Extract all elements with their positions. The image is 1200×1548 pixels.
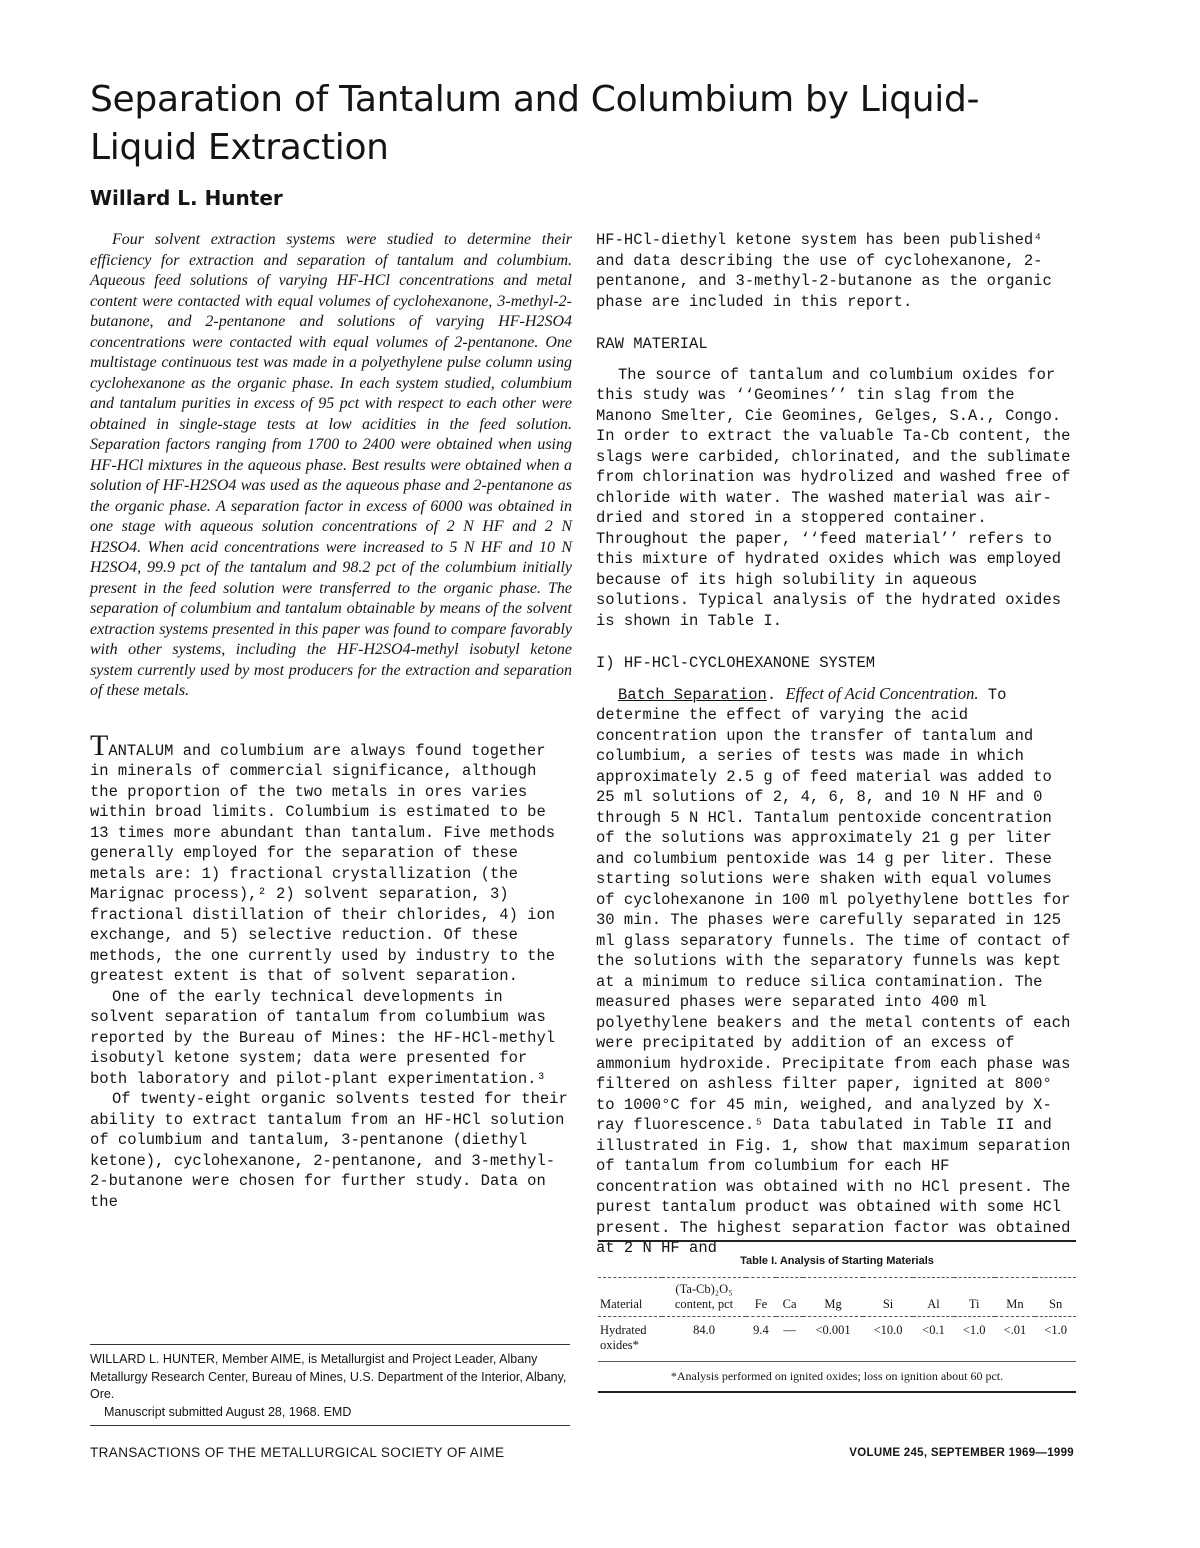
table-header-cell: Fe — [746, 1278, 776, 1317]
table-header-row — [598, 1278, 1076, 1317]
right-column — [596, 230, 1078, 1259]
intro-paragraph-1 — [90, 728, 572, 987]
table-cell: — — [783, 1323, 796, 1337]
table-cell: <1.0 — [1044, 1323, 1067, 1337]
table-cell: 9.4 — [753, 1323, 769, 1337]
table-cell: <1.0 — [962, 1323, 986, 1337]
section-heading-raw-material: RAW MATERIAL — [596, 335, 708, 353]
volume-page-footer: VOLUME 245, SEPTEMBER 1969—1999 — [849, 1447, 1074, 1459]
intro-paragraph-4: HF-HCl-diethyl ketone system has been published⁴ and data describing the use of cyclohexanone, 2-pentanone, and 3-methyl-2-butanone as the organic phase are included in this report. — [596, 231, 1052, 311]
table-header-cell: Mg — [803, 1278, 863, 1317]
table-header-cell: Si — [863, 1278, 913, 1317]
section-heading-system-1: I) HF-HCl-CYCLOHEXANONE SYSTEM — [596, 654, 876, 672]
subheading-batch: Batch Separation — [618, 685, 767, 704]
table-cell: <0.001 — [815, 1323, 851, 1337]
section-1-text: Batch Separation. Effect of Acid Concentration. To determine the effect of varying the acid concentration upon the transfer of tantalum and columbium, a series of tests was made in which approximately 2.5 g of feed material was added to 25 ml solutions of 2, 4, 6, 8, and 10 N HF and 0 through 5 N HCl. Tantalum pentoxide concentration of the solutions was approximately 21 g per liter and columbium pentoxide was 14 g per liter. These starting solutions were shaken with equal volumes of cyclohexanone in 100 ml polyethylene bottles for 30 min. The phases were carefully separated in 125 ml glass separatory funnels. The time of contact of the solutions with the separatory funnels was kept at a minimum to reduce silica contamination. The measured phases were separated into 400 ml polyethylene beakers and the metal contents of each were precipitated by addition of an excess of ammonium hydroxide. Precipitate from each phase was filtered on ashless filter paper, ignited at 800° to 1000°C for 45 min, weighed, and analyzed by X-ray fluorescence.⁵ Data tabulated in Table II and illustrated in Fig. 1, show that maximum separation of tantalum from columbium for each HF concentration was obtained with no HCl present. The purest tantalum product was obtained with some HCl present. The highest separation factor was obtained at 2 N HF and — [596, 683, 1071, 1257]
table-header-cell: Ca — [776, 1278, 803, 1317]
drop-cap: T — [90, 728, 109, 762]
abstract — [90, 230, 572, 702]
paper-title: Separation of Tantalum and Columbium by Liquid- Liquid Extraction — [90, 79, 980, 168]
analysis-table — [598, 1277, 1076, 1357]
subheading-acid: Effect of Acid Concentration. — [785, 683, 979, 703]
table-header-cell: Al — [913, 1278, 954, 1317]
intro-text-1: ANTALUM and columbium are always found together in minerals of commercial significance, although the proportion of the two metals in ores varies within broad limits. Columbium is estimated to be 13 times more abundant than tantalum. Five methods generally employed for the separation of these metals are: 1) fractional crystallization (the Marignac process),² 2) solvent separation, 3) fractional distillation of their chlorides, 4) ion exchange, and 5) selective reduction. Of these methods, the one currently used by industry to the greatest extent is that of solvent separation. — [90, 741, 556, 985]
table-cell: <10.0 — [873, 1323, 903, 1337]
table-caption: Table I. Analysis of Starting Materials — [740, 1255, 934, 1267]
table-row — [598, 1317, 1076, 1358]
section-1-body: To determine the effect of varying the acid concentration upon the transfer of tantalum and columbium, a series of tests was made in which approximately 2.5 g of feed material was added to 25 ml solutions of 2, 4, 6, 8, and 10 N HF and 0 through 5 N HCl. Tantalum pentoxide concentration of the solutions was approximately 21 g per liter and columbium pentoxide was 14 g per liter. These starting solutions were shaken with equal volumes of cyclohexanone in 100 ml polyethylene bottles for 30 min. The phases were carefully separated in 125 ml glass separatory funnels. The time of contact of the solutions with the separatory funnels was kept at a minimum to reduce silica contamination. The measured phases were separated into 400 ml polyethylene beakers and the metal contents of each were precipitated by addition of an excess of ammonium hydroxide. Precipitate from each phase was filtered on ashless filter paper, ignited at 800° to 1000°C for 45 min, weighed, and analyzed by X-ray fluorescence.⁵ Data tabulated in Table II and illustrated in Fig. 1, show that maximum separation of tantalum from columbium for each HF concentration was obtained with no HCl present. The purest tantalum product was obtained with some HCl present. The highest separation factor was obtained at 2 N HF and — [596, 685, 1071, 1257]
table-footnote: *Analysis performed on ignited oxides; loss on ignition about 60 pct. — [670, 1369, 1004, 1383]
table-cell: <0.1 — [922, 1323, 945, 1337]
table-header-cell: Sn — [1035, 1278, 1076, 1317]
author-footnote — [90, 1344, 570, 1426]
table-header-cell: Ti — [954, 1278, 995, 1317]
footnote-submitted: Manuscript submitted August 28, 1968. EMD — [104, 1404, 352, 1419]
table-header-cell: (Ta-Cb)₂O₅ content, pct — [662, 1278, 746, 1317]
footnote-affiliation: WILLARD L. HUNTER, Member AIME, is Metallurgist and Project Leader, Albany Metallurgy Research Center, Bureau of Mines, U.S. Department of the Interior, Albany, Ore. — [90, 1352, 567, 1401]
table-header-cell: Mn — [995, 1278, 1036, 1317]
intro-paragraph-3: Of twenty-eight organic solvents tested for their ability to extract tantalum from an HF-HCl solution of columbium and tantalum, 3-pentanone (diethyl ketone), cyclohexanone, 2-pentanone, and 3-methyl-2-butanone were chosen for further study. Data on the — [90, 1090, 568, 1211]
left-column — [90, 230, 572, 1212]
table-1 — [598, 1240, 1076, 1393]
table-header-cell: Material — [598, 1278, 662, 1317]
author-name: Willard L. Hunter — [90, 186, 283, 210]
raw-material-text: The source of tantalum and columbium oxides for this study was ‘‘Geomines’’ tin slag from the Manono Smelter, Cie Geomines, Gelges, S.A., Congo. In order to extract the valuable Ta-Cb content, the slags were carbided, chlorinated, and the sublimate from chlorination was hydrolized and washed free of chloride with water. The washed material was air-dried and stored in a stoppered container. Throughout the paper, ‘‘feed material’’ refers to this mixture of hydrated oxides which was employed because of its high solubility in aqueous solutions. Typical analysis of the hydrated oxides is shown in Table I. — [596, 365, 1071, 630]
table-cell: <.01 — [1003, 1323, 1027, 1337]
table-cell: Hydrated oxides* — [600, 1323, 647, 1352]
abstract-text: Four solvent extraction systems were studied to determine their efficiency for extraction and separation of tantalum and columbium. Aqueous feed solutions of varying HF-HCl concentrations and metal content were contacted with equal volumes of cyclohexanone, 3-methyl-2-butanone, and 2-pentanone and solutions of varying HF-H2SO4 concentrations were contacted with equal volumes of 2-pentanone. One multistage continuous test was made in a polyethylene pulse column using cyclohexanone as the organic phase. In each system studied, columbium and tantalum purities in excess of 95 pct with respect to each other were obtained in single-stage tests at low acidities in the feed solution. Separation factors ranging from 1700 to 2400 were obtained when using HF-HCl mixtures in the aqueous phase. Best results were obtained when a solution of HF-H2SO4 was used as the aqueous phase and 2-pentanone as the organic phase. A separation factor in excess of 6000 was obtained in one stage with aqueous solution concentrations of 2 N HF and 2 N H2SO4. When acid concentrations were increased to 5 N HF and 10 N H2SO4, 99.9 pct of the tantalum and 98.2 pct of the columbium initially present in the feed solution were transferred to the organic phase. The separation of columbium and tantalum obtainable by means of the solvent extraction systems presented in this paper was found to compare favorably with other systems, including the HF-H2SO4-methyl isobutyl ketone system currently used by most producers for the extraction and separation of these metals. — [90, 231, 572, 699]
table-cell: 84.0 — [693, 1323, 715, 1337]
intro-paragraph-2: One of the early technical developments in solvent separation of tantalum from columbium was reported by the Bureau of Mines: the HF-HCl-methyl isobutyl ketone system; data were presented for both laboratory and pilot-plant experimentation.³ — [90, 987, 556, 1088]
journal-footer: TRANSACTIONS OF THE METALLURGICAL SOCIETY OF AIME — [90, 1445, 505, 1460]
